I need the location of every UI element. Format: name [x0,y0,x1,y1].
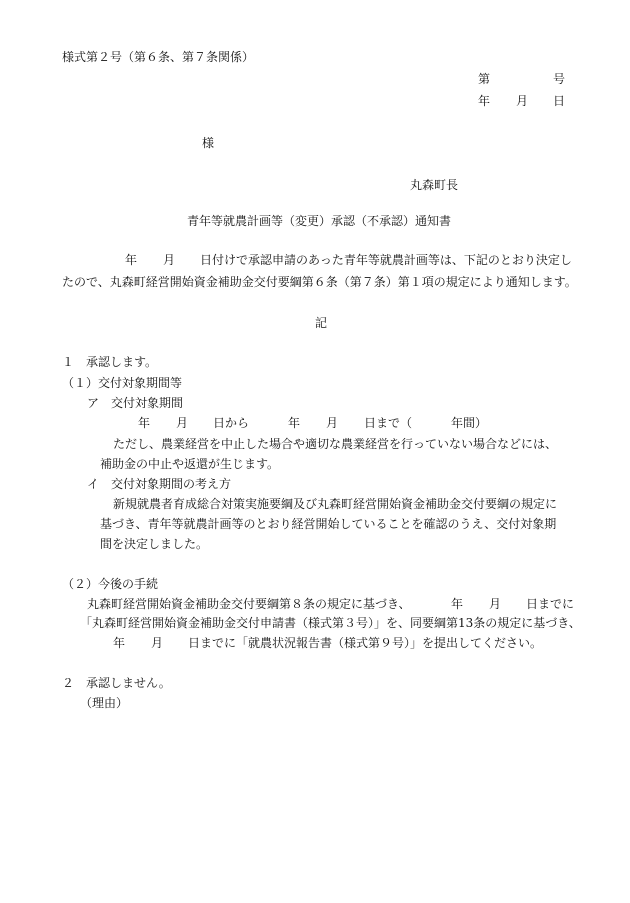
proc-line3-year: 年 [113,636,126,650]
period-day1: 日から [213,416,250,430]
doc-number-go: 号 [553,72,566,86]
section1-sub2-heading: （２）今後の手続 [62,577,159,591]
proc-line1: 丸森町経営開始資金補助金交付要綱第８条の規定に基づき、 [87,597,411,611]
proc-line1-end: 日までに [526,597,575,611]
intro-line2: たので、丸森町経営開始資金補助金交付要綱第６条（第７条）第１項の規定により通知します。 [62,275,577,289]
date-month: 月 [516,94,529,108]
period-years: 年間） [451,416,488,430]
proc-line1-year: 年 [451,597,464,611]
period-month1: 月 [176,416,189,430]
section1-heading: １ 承認します。 [62,355,158,369]
i-line3: 間を決定しました。 [100,537,209,551]
doc-number-dai: 第 [478,72,491,86]
period-month2: 月 [326,416,339,430]
intro-month: 月 [163,253,176,267]
note-line1: ただし、農業経営を中止した場合や適切な農業経営を行っていない場合などには、 [113,437,558,451]
note-line2: 補助金の中止や返還が生じます。 [100,457,280,471]
proc-line3-end: 日までに「就農状況報告書（様式第９号）」を提出してください。 [188,636,543,650]
date-day: 日 [553,94,566,108]
period-year2: 年 [288,416,301,430]
section2-heading: ２ 承認しません。 [62,676,171,690]
section1-i-heading: イ 交付対象期間の考え方 [87,477,232,491]
proc-line3-month: 月 [151,636,164,650]
form-label: 様式第２号（第６条、第７条関係） [62,50,255,64]
issuer: 丸森町長 [410,178,459,192]
section1-sub1-heading: （１）交付対象期間等 [62,376,183,390]
date-year: 年 [478,94,491,108]
section2-reason: （理由） [80,696,129,710]
ki-heading: 記 [315,316,328,330]
proc-line1-month: 月 [489,597,502,611]
i-line1: 新規就農者育成総合対策実施要綱及び丸森町経営開始資金補助金交付要綱の規定に [113,497,558,511]
intro-year: 年 [125,253,138,267]
i-line2: 基づき、青年等就農計画等のとおり経営開始していることを確認のうえ、交付対象期 [100,517,557,531]
proc-line2: 「丸森町経営開始資金補助金交付申請書（様式第３号）」を、同要綱第13条の規定に基づき、 [80,616,581,630]
section1-a-heading: ア 交付対象期間 [87,396,184,410]
period-day2: 日まで（ [364,416,413,430]
period-year1: 年 [138,416,151,430]
page-title: 青年等就農計画等（変更）承認（不承認）通知書 [187,214,452,228]
intro-line1: 日付けで承認申請のあった青年等就農計画等は、下記のとおり決定し [200,253,572,267]
addressee-honorific: 様 [202,136,215,150]
